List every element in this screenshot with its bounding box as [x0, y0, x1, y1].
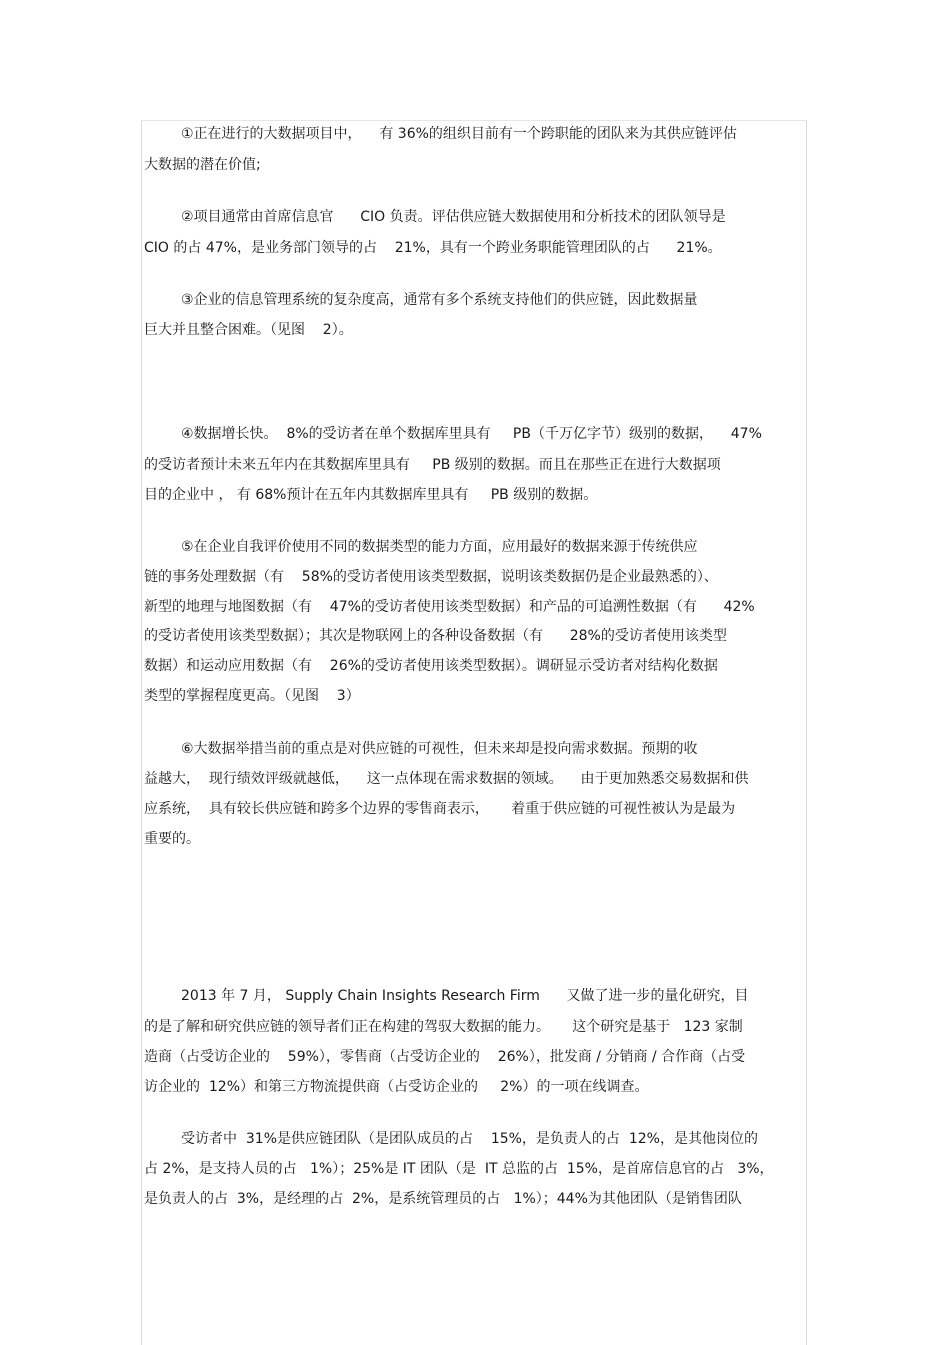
- paragraph-1-line-2: 大数据的潜在价值;: [144, 157, 261, 173]
- paragraph-1-line-1: ①正在进行的大数据项目中， 有 36%的组织目前有一个跨职能的团队来为其供应链评估: [181, 126, 737, 142]
- paragraph-7-line-4: 访企业的 12%）和第三方物流提供商（占受访企业的 2%）的一项在线调查。: [144, 1079, 649, 1095]
- paragraph-5-line-5: 数据）和运动应用数据（有 26%的受访者使用该类型数据）。调研显示受访者对结构化数据: [144, 658, 718, 674]
- paragraph-6-line-1: ⑥大数据举措当前的重点是对供应链的可视性，但未来却是投向需求数据。预期的收: [181, 741, 698, 757]
- paragraph-5-line-3: 新型的地理与地图数据（有 47%的受访者使用该类型数据）和产品的可追溯性数据（有 42%: [144, 599, 755, 615]
- paragraph-3-line-2: 巨大并且整合困难。（见图 2）。: [144, 322, 353, 338]
- paragraph-6-line-3: 应系统， 具有较长供应链和跨多个边界的零售商表示， 着重于供应链的可视性被认为是最为: [144, 801, 736, 817]
- paragraph-7-line-2: 的是了解和研究供应链的领导者们正在构建的驾驭大数据的能力。 这个研究是基于 123 家制: [144, 1019, 743, 1035]
- paragraph-2-line-1: ②项目通常由首席信息官 CIO 负责。评估供应链大数据使用和分析技术的团队领导是: [181, 209, 726, 225]
- paragraph-5-line-2: 链的事务处理数据（有 58%的受访者使用该类型数据，说明该类数据仍是企业最熟悉的）、: [144, 569, 718, 585]
- paragraph-7-line-1: 2013 年 7 月， Supply Chain Insights Research Firm 又做了进一步的量化研究，目: [181, 988, 749, 1004]
- paragraph-4-line-2: 的受访者预计未来五年内在其数据库里具有 PB 级别的数据。而且在那些正在进行大数据项: [144, 457, 721, 473]
- paragraph-3-line-1: ③企业的信息管理系统的复杂度高，通常有多个系统支持他们的供应链，因此数据量: [181, 292, 698, 308]
- paragraph-6-line-2: 益越大， 现行绩效评级就越低， 这一点体现在需求数据的领域。 由于更加熟悉交易数据和供: [144, 771, 749, 787]
- paragraph-5-line-4: 的受访者使用该类型数据）；其次是物联网上的各种设备数据（有 28%的受访者使用该类型: [144, 628, 727, 644]
- paragraph-5-line-1: ⑤在企业自我评价使用不同的数据类型的能力方面，应用最好的数据来源于传统供应: [181, 539, 698, 555]
- paragraph-8-line-1: 受访者中 31%是供应链团队（是团队成员的占 15%，是负责人的占 12%，是其他岗位的: [181, 1131, 758, 1147]
- paragraph-6-line-4: 重要的。: [144, 831, 200, 847]
- paragraph-2-line-2: CIO 的占 47%，是业务部门领导的占 21%，具有一个跨业务职能管理团队的占 21%。: [144, 240, 722, 256]
- paragraph-4-line-1: ④数据增长快。 8%的受访者在单个数据库里具有 PB（千万亿字节）级别的数据， 47%: [181, 426, 762, 442]
- paragraph-8-line-2: 占 2%，是支持人员的占 1%）；25%是 IT 团队（是 IT 总监的占 15%，是首席信息官的占 3%，: [144, 1161, 774, 1177]
- paragraph-7-line-3: 造商（占受访企业的 59%），零售商（占受访企业的 26%），批发商 / 分销商 / 合作商（占受: [144, 1049, 746, 1065]
- paragraph-4-line-3: 目的企业中 ， 有 68%预计在五年内其数据库里具有 PB 级别的数据。: [144, 487, 598, 503]
- paragraph-5-line-6: 类型的掌握程度更高。（见图 3）: [144, 688, 360, 704]
- paragraph-8-line-3: 是负责人的占 3%，是经理的占 2%，是系统管理员的占 1%）；44%为其他团队（是销售团队: [144, 1191, 742, 1207]
